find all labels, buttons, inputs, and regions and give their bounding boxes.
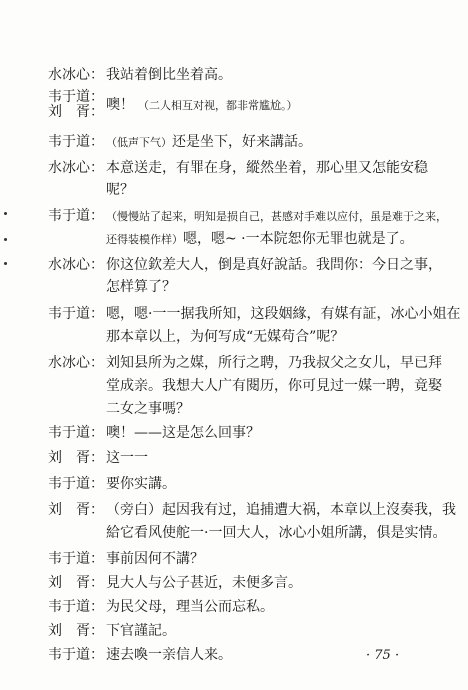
stage-direction: 还得装模作样） [106, 233, 183, 246]
speaker-label: 刘 胥： [48, 502, 104, 518]
scan-mark [4, 262, 7, 265]
dialogue-continuation: 二女之事嗎？ [106, 401, 190, 417]
dialogue-line [48, 449, 448, 467]
dialogue-continuation: 呢？ [106, 182, 134, 198]
dialogue-text: 还是坐下，好来講話。 [172, 134, 312, 150]
speaker-label: 韦于道： [48, 599, 104, 615]
dialogue-line [48, 207, 448, 226]
dialogue-line [48, 424, 448, 442]
speaker-label: 水冰心： [48, 355, 104, 371]
dialogue-continuation: 堂成亲。我想大人广有閱历，你可見过一媒一聘，竟娶 [106, 378, 442, 394]
stage-direction: （慢慢站了起来，明知是损自己，甚感对手难以应付，虽是难于之来， [106, 210, 447, 223]
dialogue-continuation [106, 230, 414, 249]
dialogue-line [48, 598, 448, 616]
dialogue-line [48, 501, 456, 519]
speaker-label: 水冰心： [48, 160, 104, 176]
dialogue-line [48, 574, 448, 592]
dialogue-text: 噢！ [106, 97, 134, 113]
speaker-label: 韦于道： [48, 647, 104, 663]
stage-direction: （旁白） [106, 502, 162, 518]
speaker-label: 韦于道： [48, 208, 104, 224]
dialogue-text: 速去喚一亲信人来。 [106, 647, 232, 663]
speaker-label: 刘 胥： [48, 104, 104, 120]
dialogue-continuation: 怎样算了？ [106, 279, 176, 295]
speaker-label: 刘 胥： [48, 623, 104, 639]
scan-mark [4, 212, 7, 215]
stage-direction: （低声下气） [106, 136, 172, 149]
dialogue-text: 这一一 [106, 450, 148, 466]
dialogue-line [48, 133, 448, 152]
dialogue-line [48, 646, 348, 664]
dialogue-text: 我站着倒比坐着高。 [106, 67, 232, 83]
dialogue-line [48, 475, 448, 493]
speaker-label: 水冰心： [48, 257, 104, 273]
dialogue-text: 見大人与公子甚近，未便多言。 [106, 575, 302, 591]
dialogue-text: 事前因何不講？ [106, 551, 204, 567]
dialogue-continuation: 那本章以上，为何写成“无媒苟合”呢？ [106, 329, 345, 345]
dialogue-text: 嗯，嗯~ ·一本院恕你无罪也就是了。 [183, 231, 414, 247]
stage-direction: （二人相互对视，都非常尴尬。） [138, 99, 298, 112]
dialogue-line [48, 550, 448, 568]
dialogue-text: 噢！——这是怎么回事？ [106, 425, 260, 441]
speaker-label: 韦于道： [48, 306, 104, 322]
speaker-label: 韦于道： [48, 425, 104, 441]
dialogue-text: 为民父母，理当公而忘私。 [106, 599, 274, 615]
dialogue-text: 要你实講。 [106, 476, 176, 492]
dialogue-line [48, 159, 448, 177]
speaker-label: 刘 胥： [48, 575, 104, 591]
dialogue-text: 下官謹記。 [106, 623, 176, 639]
speaker-label: 韦于道： [48, 134, 104, 150]
speaker-label: 韦于道： [48, 89, 104, 105]
dialogue-text: 嗯，嗯·一一据我所知，这段姻緣，有媒有証，冰心小姐在 [106, 306, 461, 322]
dialogue-continuation: 給它看风使舵一·一回大人，冰心小姐所講，俱是实情。 [106, 525, 447, 541]
dialogue-line [48, 354, 448, 372]
dialogue-line [48, 256, 448, 274]
dialogue-text: 你这位欽差大人，倒是真好說話。我問你：今日之事， [106, 257, 442, 273]
scan-mark [4, 238, 7, 241]
dialogue-line [48, 66, 448, 84]
dialogue-text: 起因我有过，追捕遭大祸，本章以上沒奏我，我 [162, 502, 456, 518]
speaker-label: 水冰心： [48, 67, 104, 83]
speaker-label: 刘 胥： [48, 450, 104, 466]
page-number: · 75 · [366, 648, 400, 663]
dialogue-text: 本意送走，有罪在身，縱然坐着，那心里又怎能安稳 [106, 160, 428, 176]
speaker-label: 韦于道： [48, 476, 104, 492]
dialogue-text: 刘知县所为之媒，所行之聘，乃我叔父之女儿，早已拜 [106, 355, 442, 371]
speaker-label: 韦于道： [48, 551, 104, 567]
dialogue-line [48, 622, 448, 640]
dialogue-line [48, 305, 461, 323]
